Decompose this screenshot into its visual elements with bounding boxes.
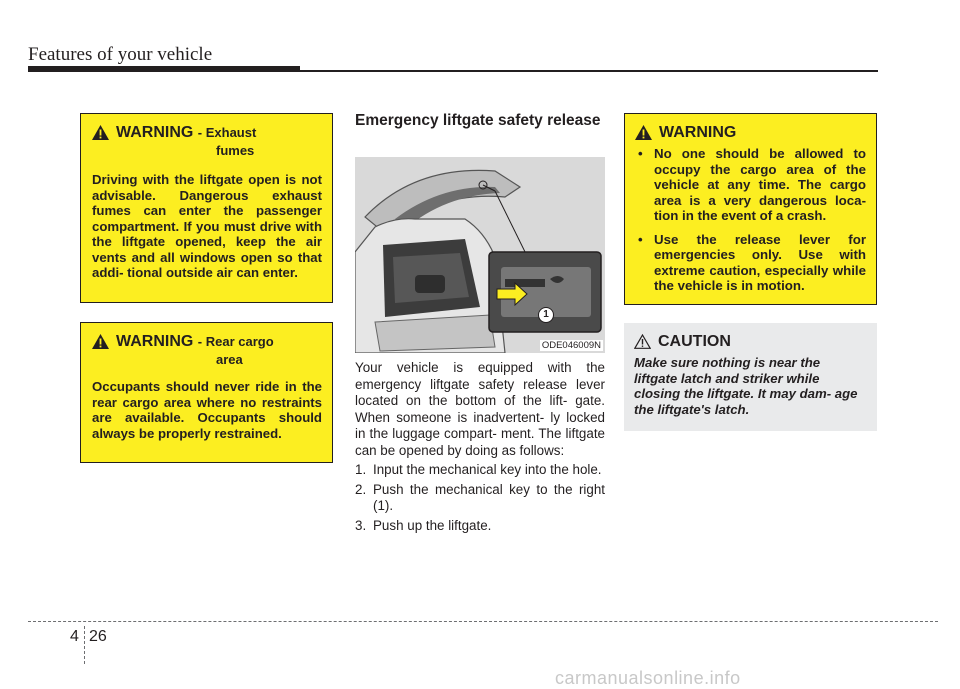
warning-title: WARNING	[659, 124, 737, 141]
caution-body: Make sure nothing is near the liftgate latch and striker while closing the liftgate. It may dam- age the liftgate's latch.	[634, 355, 858, 417]
image-code: ODE046009N	[541, 340, 601, 351]
warning-body: Driving with the liftgate open is not advisable. Dangerous exhaust fumes can enter the passenger compartment. If you must drive with the liftgate opened, keep the air vents and all windows open so that addi- tional outside air can enter.	[92, 172, 322, 280]
warning-title: WARNING	[116, 124, 194, 141]
warning-title: WARNING	[116, 333, 194, 350]
caution-triangle-icon	[634, 334, 651, 349]
caution-title: CAUTION	[658, 333, 731, 350]
step-text: Push the mechanical key to the right (1).	[373, 481, 605, 513]
step-number: 3.	[355, 517, 367, 533]
bullet-item: • No one should be allowed to occupy the cargo area of the vehicle at any time. The cargo area is a very dangerous loca- tion in the event of a crash.	[638, 146, 866, 223]
warning-box-rear-cargo	[80, 322, 333, 463]
warning-subtitle-cont: fumes	[216, 143, 255, 158]
page-number: 26	[89, 628, 107, 645]
step-item	[355, 462, 605, 479]
header-rule	[300, 70, 878, 72]
warning-box-exhaust-fumes	[80, 113, 333, 303]
page-header-title: Features of your vehicle	[28, 44, 213, 65]
intro-paragraph: Your vehicle is equipped with the emergency liftgate safety release lever located on the bottom of the lift- gate. When someone is inadvertent- ly locked in the luggage compart- ment. The liftgate can be opened by doing as follows:	[355, 360, 605, 458]
section-title: Emergency liftgate safety release	[355, 112, 601, 129]
footer-rule	[28, 621, 938, 622]
caution-box	[624, 323, 877, 431]
liftgate-photo-graphic	[355, 157, 605, 353]
callout-number: 1	[538, 307, 554, 323]
header-bar	[28, 66, 300, 72]
chapter-number: 4	[70, 628, 79, 645]
page-number-divider	[84, 626, 85, 664]
warning-subtitle-cont: area	[216, 352, 243, 367]
warning-box-cargo-area	[624, 113, 877, 305]
liftgate-illustration	[355, 157, 605, 353]
warning-subtitle: - Rear cargo	[197, 334, 274, 349]
step-text: Push up the liftgate.	[373, 517, 492, 533]
step-number: 2.	[355, 481, 367, 497]
bullet-text: No one should be allowed to occupy the cargo area of the vehicle at any time. The cargo area is a very dangerous loca- tion in the event of a crash.	[654, 146, 866, 223]
warning-triangle-icon	[92, 125, 109, 140]
warning-triangle-icon	[635, 125, 652, 140]
bullet-text: Use the release lever for emergencies only. Use with extreme caution, especially while the vehicle is in motion.	[654, 231, 866, 293]
warning-bullets	[635, 146, 866, 294]
step-item	[355, 482, 605, 515]
watermark-text: carmanualsonline.info	[555, 668, 741, 688]
warning-triangle-icon	[92, 334, 109, 349]
body-text	[355, 360, 605, 537]
warning-subtitle: - Exhaust	[197, 125, 257, 140]
step-item	[355, 518, 605, 535]
bullet-item: • Use the release lever for emergencies only. Use with extreme caution, especially while the vehicle is in motion.	[638, 231, 866, 293]
step-number: 1.	[355, 462, 367, 477]
steps-list	[355, 462, 605, 534]
warning-body: Occupants should never ride in the rear cargo area where no restraints are available. Occupants should always be properly restrained.	[92, 379, 322, 441]
step-text: Input the mechanical key into the hole.	[373, 462, 602, 477]
